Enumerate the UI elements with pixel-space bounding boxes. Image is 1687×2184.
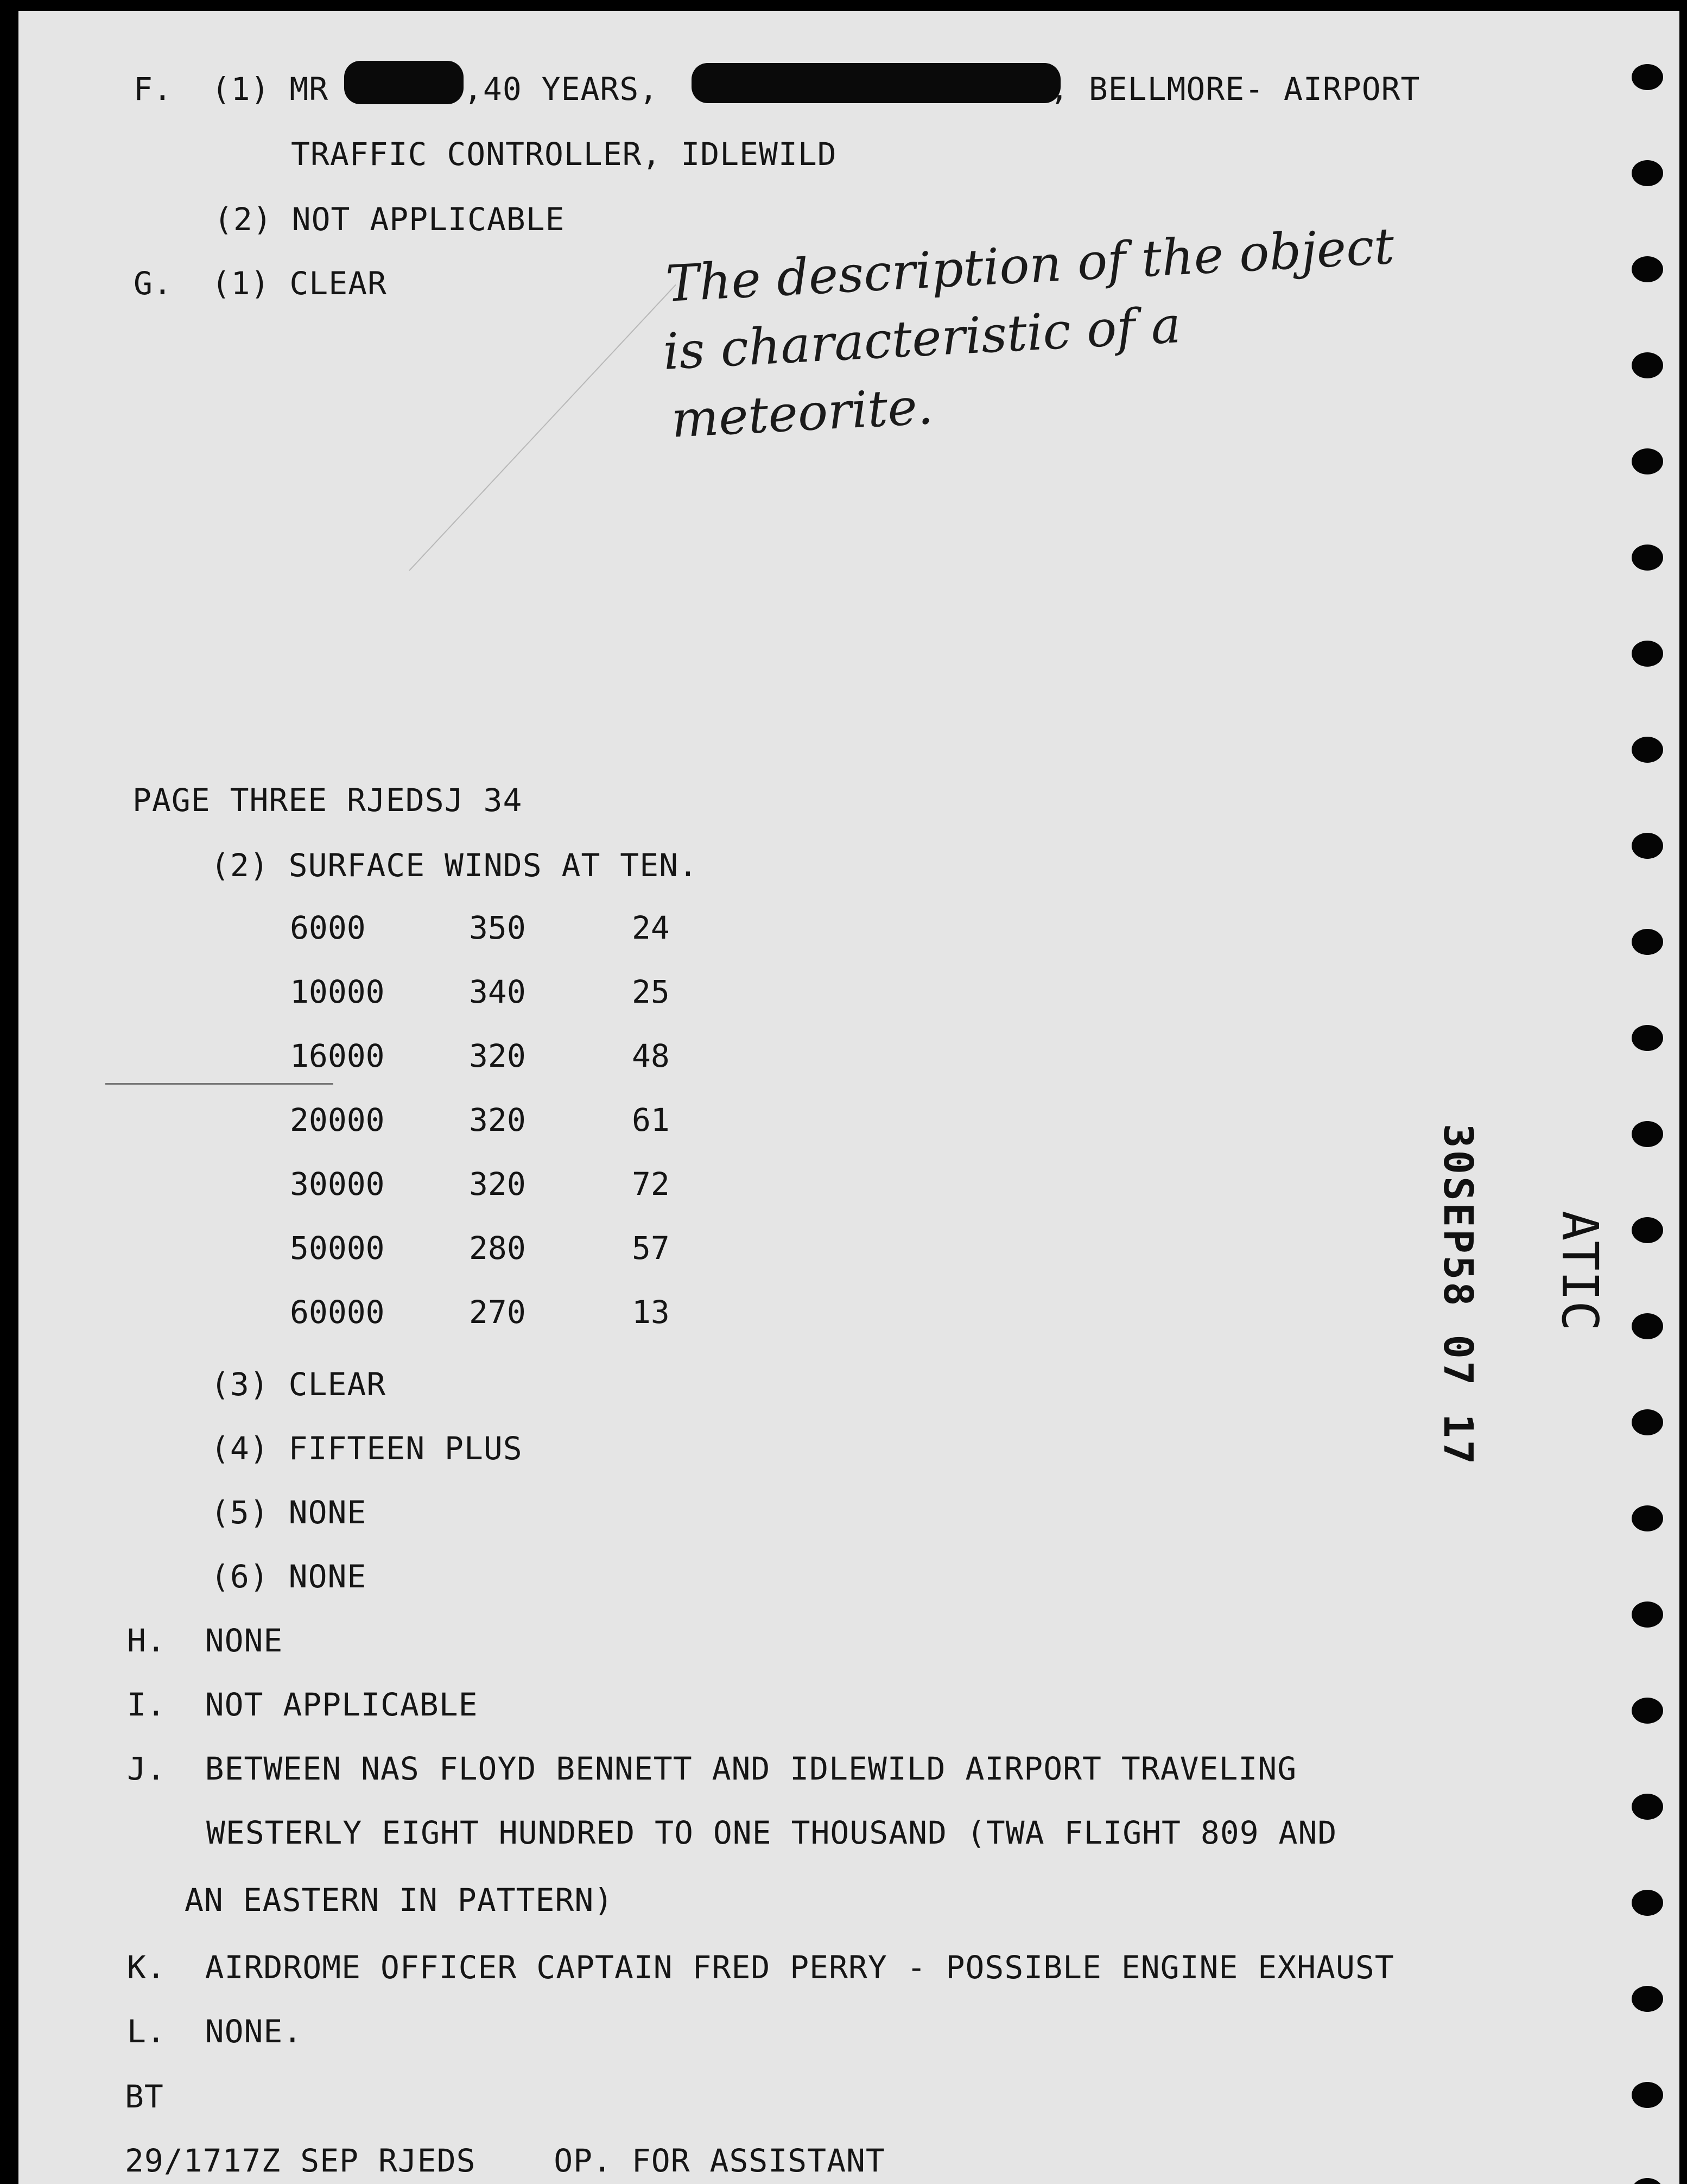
winds-altitude: 60000 (290, 1294, 385, 1331)
footer-routing: 29/1717Z SEP RJEDS OP. FOR ASSISTANT (125, 2142, 885, 2179)
winds-table (290, 896, 740, 1344)
winds-altitude: 30000 (290, 1166, 385, 1202)
winds-altitude: 10000 (290, 973, 385, 1010)
rule-mark (105, 1083, 333, 1085)
sprocket-hole (1632, 641, 1663, 667)
winds-header: (2) SURFACE WINDS AT TEN. (211, 847, 698, 884)
sprocket-hole (1632, 352, 1663, 378)
scratch-mark (409, 284, 676, 571)
section-f-line-1-age: ,40 YEARS, (464, 71, 659, 107)
sprocket-hole (1632, 1121, 1663, 1147)
winds-direction: 270 (469, 1294, 526, 1331)
sprocket-hole (1632, 1313, 1663, 1339)
sprocket-hole (1632, 256, 1663, 282)
item-4: (4) FIFTEEN PLUS (211, 1430, 523, 1467)
winds-direction: 280 (469, 1230, 526, 1267)
winds-row (290, 1152, 740, 1216)
section-i: I. NOT APPLICABLE (127, 1686, 478, 1723)
winds-direction: 350 (469, 909, 526, 946)
sprocket-hole (1632, 545, 1663, 571)
winds-altitude: 16000 (290, 1037, 385, 1074)
section-k: K. AIRDROME OFFICER CAPTAIN FRED PERRY - POSSIBLE ENGINE EXHAUST (127, 1949, 1394, 1986)
sprocket-hole (1632, 1698, 1663, 1724)
winds-row (290, 1088, 740, 1152)
sprocket-hole (1632, 833, 1663, 859)
winds-row (290, 1280, 740, 1344)
sprocket-hole (1632, 737, 1663, 763)
section-f-line-2: TRAFFIC CONTROLLER, IDLEWILD (291, 136, 837, 173)
sprocket-hole (1632, 64, 1663, 90)
section-j-line-3: AN EASTERN IN PATTERN) (185, 1882, 614, 1919)
sprocket-hole (1632, 2178, 1663, 2184)
winds-speed: 25 (632, 973, 670, 1010)
winds-row (290, 1024, 740, 1088)
section-j-line-2: WESTERLY EIGHT HUNDRED TO ONE THOUSAND (TWA FLIGHT 809 AND (206, 1814, 1337, 1851)
winds-speed: 24 (632, 909, 670, 946)
item-3: (3) CLEAR (211, 1366, 386, 1403)
winds-direction: 320 (469, 1037, 526, 1074)
handwritten-note-line-2: is characteristic of a (662, 296, 1182, 381)
winds-speed: 61 (632, 1102, 670, 1138)
section-f-line-1-prefix: F. (1) MR (134, 71, 329, 107)
atic-stamp: ATIC (1551, 1211, 1609, 1331)
page-header: PAGE THREE RJEDSJ 34 (132, 782, 523, 819)
section-f-line-1-suffix: , BELLMORE- AIRPORT (1050, 71, 1420, 107)
sprocket-hole (1632, 1217, 1663, 1243)
handwritten-note-line-3: meteorite. (670, 377, 935, 449)
sprocket-hole (1632, 2082, 1663, 2108)
winds-altitude: 6000 (290, 909, 366, 946)
sprocket-hole (1632, 929, 1663, 955)
document-page (18, 11, 1679, 2184)
redaction-address (692, 63, 1061, 103)
handwritten-note-line-1: The description of the object (664, 217, 1396, 313)
sprocket-hole (1632, 448, 1663, 474)
sprocket-hole (1632, 160, 1663, 186)
date-stamp: 30SEP58 07 17 (1435, 1124, 1481, 1467)
winds-direction: 320 (469, 1102, 526, 1138)
section-j-line-1: J. BETWEEN NAS FLOYD BENNETT AND IDLEWILD AIRPORT TRAVELING (127, 1750, 1297, 1787)
winds-row (290, 960, 740, 1024)
winds-row (290, 1216, 740, 1280)
winds-speed: 48 (632, 1037, 670, 1074)
winds-altitude: 50000 (290, 1230, 385, 1267)
sprocket-hole (1632, 1794, 1663, 1820)
winds-speed: 57 (632, 1230, 670, 1267)
winds-altitude: 20000 (290, 1102, 385, 1138)
sprocket-hole (1632, 1601, 1663, 1628)
winds-speed: 13 (632, 1294, 670, 1331)
winds-direction: 340 (469, 973, 526, 1010)
section-g-item-1: G. (1) CLEAR (134, 265, 387, 302)
sprocket-hole (1632, 1409, 1663, 1435)
item-6: (6) NONE (211, 1558, 367, 1595)
winds-row (290, 896, 740, 960)
winds-direction: 320 (469, 1166, 526, 1202)
item-5: (5) NONE (211, 1494, 367, 1531)
sprocket-hole (1632, 1025, 1663, 1051)
section-f-item-2: (2) NOT APPLICABLE (214, 201, 565, 238)
section-l: L. NONE. (127, 2013, 303, 2050)
redaction-name (344, 61, 464, 104)
sprocket-hole (1632, 1505, 1663, 1531)
winds-speed: 72 (632, 1166, 670, 1202)
break-marker: BT (125, 2078, 164, 2115)
sprocket-hole (1632, 1986, 1663, 2012)
sprocket-hole (1632, 1890, 1663, 1916)
section-h: H. NONE (127, 1622, 283, 1659)
